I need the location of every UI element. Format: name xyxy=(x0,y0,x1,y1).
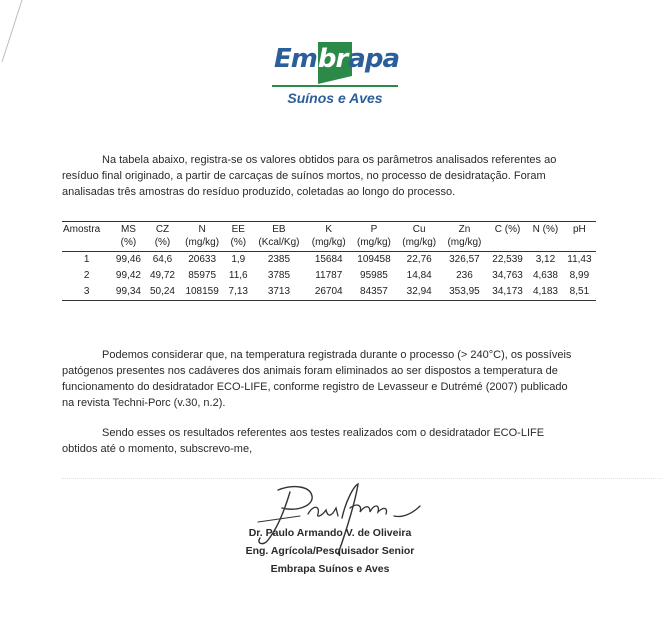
header-name: N xyxy=(198,224,206,235)
table-cell: 99,46 xyxy=(115,254,141,265)
table-cell: 32,94 xyxy=(406,286,432,297)
table-cell: 108159 xyxy=(185,286,219,297)
table-cell: 34,763 xyxy=(492,270,523,281)
header-cell xyxy=(111,222,145,252)
header-cell xyxy=(306,222,351,252)
table-cell: 11787 xyxy=(315,270,343,281)
table-cell: 1,9 xyxy=(231,254,246,265)
logo-subtitle: Suínos e Aves xyxy=(287,90,383,106)
header-cell xyxy=(180,222,225,252)
table-cell: 22,539 xyxy=(492,254,523,265)
table-cell: 8,99 xyxy=(569,270,590,281)
header-unit: (mg/kg) xyxy=(357,237,391,248)
header-unit: (mg/kg) xyxy=(185,237,220,248)
header-name: EE xyxy=(231,224,245,235)
header-unit: (mg/kg) xyxy=(402,237,437,248)
signatory-name: Dr. Paulo Armando V. de Oliveira xyxy=(248,527,412,539)
header-unit: (%) xyxy=(154,237,171,248)
results-table xyxy=(62,221,596,301)
header-row xyxy=(62,222,596,252)
header-cell xyxy=(252,222,306,252)
table-cell: 2 xyxy=(83,270,90,281)
signature-block xyxy=(200,524,460,578)
header-cell xyxy=(487,222,528,252)
header-unit: (mg/kg) xyxy=(311,237,346,248)
embrapa-logo xyxy=(270,36,400,116)
table-cell: 3785 xyxy=(267,270,291,281)
logo-rule xyxy=(272,85,398,87)
header-cell xyxy=(442,222,487,252)
header-name: P xyxy=(370,224,378,235)
table-cell: 1 xyxy=(83,254,90,265)
table-cell: 2385 xyxy=(267,254,291,265)
header-unit: (%) xyxy=(230,237,247,248)
header-name: pH xyxy=(573,224,586,235)
header-cell xyxy=(528,222,563,252)
table-cell: 34,173 xyxy=(492,286,523,297)
header-cell xyxy=(62,222,111,252)
table-cell: 11,43 xyxy=(567,254,592,265)
table-cell: 8,51 xyxy=(569,286,590,297)
header-unit: (mg/kg) xyxy=(447,237,482,248)
table-cell: 353,95 xyxy=(449,286,480,297)
header-unit: (Kcal/Kg) xyxy=(258,237,300,248)
results-table-body xyxy=(62,252,596,301)
signatory-title: Eng. Agrícola/Pesquisador Senior xyxy=(245,545,415,557)
table-cell: 99,42 xyxy=(115,270,141,281)
table-cell: 4,183 xyxy=(532,286,558,297)
header-cell xyxy=(145,222,179,252)
header-name: N (%) xyxy=(532,224,559,235)
header-name: MS xyxy=(120,224,136,235)
table-cell: 11,6 xyxy=(228,270,248,281)
table-cell: 236 xyxy=(456,270,473,281)
scan-edge-mark xyxy=(0,0,30,80)
table-row xyxy=(62,252,596,269)
table-cell: 50,24 xyxy=(149,286,175,297)
header-cell xyxy=(397,222,442,252)
table-cell: 4,638 xyxy=(532,270,558,281)
table-cell: 99,34 xyxy=(115,286,141,297)
header-unit: (%) xyxy=(120,237,137,248)
header-name: CZ xyxy=(155,224,170,235)
logo-wordmark-suffix: apa xyxy=(348,44,399,74)
table-cell: 95985 xyxy=(360,270,388,281)
table-cell: 84357 xyxy=(360,286,388,297)
table-cell: 3 xyxy=(83,286,90,297)
header-cell xyxy=(225,222,252,252)
table-cell: 49,72 xyxy=(149,270,175,281)
header-name: C (%) xyxy=(494,224,521,235)
table-cell: 14,84 xyxy=(406,270,432,281)
table-cell: 3713 xyxy=(267,286,291,297)
header-name: Cu xyxy=(412,224,426,235)
signatory-org: Embrapa Suínos e Aves xyxy=(270,563,390,575)
table-cell: 109458 xyxy=(357,254,391,265)
intro-paragraph: Na tabela abaixo, registra-se os valores obtidos para os parâmetros analisados referentes ao resíduo final originado, a partir de carcaças de suínos mortos, no processo de desidratação. Foram analisadas três amostras do resíduo produzido, coletadas ao longo do processo. xyxy=(62,154,557,198)
table-row xyxy=(62,268,596,284)
table-cell: 326,57 xyxy=(449,254,480,265)
conclusion-paragraph: Podemos considerar que, na temperatura registrada durante o processo (> 240°C), os possíveis patógenos presentes nos cadáveres dos animais foram eliminados ao ser dispostos a temperatura de funcionamento do desidratador ECO-LIFE, conforme registro de Levasseur e Dutrémé (2007) publicado na revista Techni-Porc (v.30, n.2). xyxy=(62,349,572,409)
closing-paragraph: Sendo esses os resultados referentes aos testes realizados com o desidratador ECO-LIFE obtidos até o momento, subscrevo-me, xyxy=(62,427,545,455)
header-cell xyxy=(563,222,596,252)
logo-wordmark-box-text: br xyxy=(317,44,348,74)
table-cell: 64,6 xyxy=(152,254,173,265)
table-cell: 26704 xyxy=(314,286,343,297)
header-name: Amostra xyxy=(63,224,101,235)
header-name: Zn xyxy=(458,224,471,235)
logo-wordmark-prefix: Em xyxy=(274,44,317,74)
table-cell: 22,76 xyxy=(406,254,432,265)
table-cell: 20633 xyxy=(188,254,217,265)
results-table-head xyxy=(62,222,596,252)
table-cell: 85975 xyxy=(188,270,217,281)
header-cell xyxy=(351,222,396,252)
results-table-wrap xyxy=(62,221,596,301)
header-name: K xyxy=(325,224,333,235)
table-row xyxy=(62,284,596,301)
table-cell: 3,12 xyxy=(535,254,556,265)
table-cell: 7,13 xyxy=(228,286,248,297)
table-cell: 15684 xyxy=(314,254,343,265)
header-name: EB xyxy=(272,224,286,235)
logo-wordmark xyxy=(274,44,399,74)
